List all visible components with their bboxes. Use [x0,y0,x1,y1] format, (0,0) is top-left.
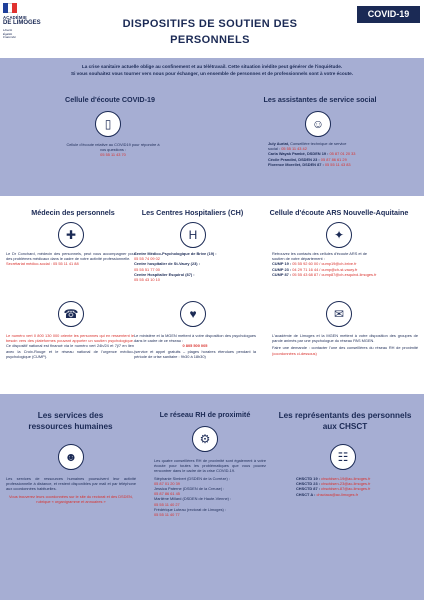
ars-text-1: Retrouvez les contacts des cellules d'écoute ARS et de [272,251,368,256]
chsct-heading [272,410,418,432]
academie-logo [3,3,63,40]
cellule-covid-text-2: vos questions : [100,147,126,153]
reseau-heading: Le réseau RH de proximité [159,410,251,419]
chscta-label: CHSCT A : [296,491,316,497]
section-2 [0,196,424,394]
assistante-2-phone[interactable]: 05 87 01 20 33 [329,151,356,157]
reseau-phone-2[interactable]: 05 87 86 61 45 [154,491,180,497]
assistante-1-role-2: social : [268,146,281,152]
medecin-text [6,251,136,267]
ch-brive-label: Centre Médico-Psychologique de Brive (19) : [134,251,217,256]
ministere-desc-2: (service et appel gratuits – plages horaires étendues pendant la période de crise sanitaire : 9h30 à 18h30) [134,348,256,359]
assistante-1-role: Conseillère technique de service [290,141,347,146]
cump19-contact[interactable]: 05 55 92 60 00 / cump19@ch-brive.fr [292,261,357,267]
reseau-phone-3[interactable]: 05 55 11 40 27 [154,501,180,507]
assistante-1-phone[interactable]: 05 55 11 43 42 [281,146,307,152]
rh-desc: Les services de ressources humaines poursuivent leur activité professionnelle à distance, et restent disponibles par mail et par téléphone aux coordonnées habituelles. [6,476,136,492]
assistante-4-phone[interactable]: 05 55 11 43 83 [324,161,351,167]
reseau-desc: Les quatre conseillères RH de proximité sont également à votre écoute pour toutes les problématiques que vous pouvez rencontrer dans le cadre de la crise COVID-19. [154,458,266,474]
assistantes-heading: Les assistantes de service social [263,95,377,104]
mgen-desc-2: Faire une demande : contacter l'une des conseillères du réseau RH de proximité [272,345,418,351]
numero-vert-red: Le numéro vert 0 800 130 000 oriente les personnes qui en ressentent le besoin vers des plateformes pouvant apporter un soutien psychologique. [6,333,134,344]
rh-coordonnees[interactable]: Vous trouverez leurs coordonnées sur le site du rectorat et des DSDEN, rubrique « organigramme et annuaires » [9,493,133,504]
cellule-covid-text-1: Cellule d'écoute relative au COVID19 pour répondre à [66,142,160,147]
ch-heading: Les Centres Hospitaliers (CH) [141,208,244,217]
cellule-covid-text [38,142,188,158]
assistante-3-phone[interactable]: 05 87 86 61 29 [320,156,347,162]
cump23-label: CUMP 23 : [272,266,292,272]
ars-icon: ✦ [326,222,352,248]
section-1 [0,85,424,192]
chsct87-email[interactable]: chsctdsen-87@ac-limoges.fr [321,486,371,492]
ch-text [134,251,264,282]
assistante-2-name: Carla Wayak Pambé, DSDEN 19 : [268,151,329,157]
medecin-secretariat-label: Secrétariat médico-social : [6,261,52,267]
cellule-covid-heading: Cellule d'écoute COVID-19 [65,95,155,104]
cump23-contact[interactable]: 04 29 71 16 44 / cump@ch-st-vaury.fr [292,266,358,272]
phone-icon: ☎ [58,301,84,327]
medecin-secretariat-phone[interactable]: 05 55 11 41 88 [52,261,79,267]
ministere-desc: Le ministère et la MGEN mettent à votre disposition des psychologues dans le cadre de ce réseau : [134,333,256,344]
chsct19-label: CHSCTD 19 : [296,476,320,481]
rh-text [6,476,136,504]
hospital-icon: H [180,222,206,248]
ministere-phone[interactable]: 0 805 500 005 [182,343,208,349]
section-3 [0,396,424,600]
chsct-heading-1: Les représentants des personnels [278,411,412,420]
chsct87-label: CHSCTD 87 : [296,486,320,492]
medecin-heading: Médecin des personnels [31,208,115,217]
ch-esquirol-label: Centre Hospitalier Esquirol (87) : [134,271,195,277]
assistante-1-name: July Auriat, [268,141,290,146]
ars-text-2: soutien de votre département : [272,256,325,262]
reseau-person-1: Stéphanie Simbert (DSDEN de la Corrèze) : [154,475,230,481]
chsct23-label: CHSCTD 23 : [296,481,320,487]
intro-line1: La crise sanitaire actuelle oblige au confinement et au télétravail. Cette situation inédite peut générer de l'inquiétude. [81,64,343,69]
chsct-text [296,476,420,497]
chscta-email[interactable]: chsctaca@ac-limoges.fr [316,491,359,497]
people-icon: ☻ [58,444,84,470]
smartphone-icon: ▯ [95,111,121,137]
chsct19-email[interactable]: chsctdsen-19@ac-limoges.fr [321,476,371,481]
logo-line2: DE LIMOGES [3,20,41,26]
meeting-icon: ☷ [330,444,356,470]
intro-line2: Si vous souhaitez vous tourner vers nous pour échanger, un ensemble de personnes et de professionnels sont à votre écoute. [70,71,354,77]
mgen-coordonnees[interactable]: (coordonnées ci-dessous) [272,350,317,356]
reseau-person-3: Marilène Millard (DSDEN de Haute-Vienne) : [154,496,232,502]
page-title [110,16,310,48]
mgen-text [272,333,418,356]
title-line2: PERSONNELS [170,34,250,46]
doctor-icon: ✚ [58,222,84,248]
logo-motto-3: Fraternité [3,35,16,40]
reseau-person-4: Frédérique Luteau (rectorat de Limoges) : [154,506,227,512]
reseau-person-2: Jessica Paterne (DSDEN de la Creuse) : [154,486,225,492]
header [0,0,424,58]
medecin-description: Le Dr Conchard, médecin des personnels, peut vous accompagner pour des problèmes médicaux dans le cadre de votre activité professionnelle. [6,251,136,262]
reseau-text [154,458,266,517]
rh-heading-1: Les services des [37,411,104,420]
ars-text [272,251,422,277]
ch-brive-phone[interactable]: 05 55 74 09 02 [134,256,160,262]
logo-line1: ACADÉMIE [3,15,27,20]
ch-vaury-label: Centre hospitalier de St-Vaury (23) : [134,261,200,267]
cump87-label: CUMP 87 : [272,271,292,277]
speech-bubble-icon: ✉ [326,301,352,327]
ch-vaury-phone[interactable]: 05 55 51 77 00 [134,266,160,272]
numero-vert-desc: Ce dispositif national est financé via le numéro vert 24h/24 et 7j/7 en lien avec la Croix-Rouge et le réseau national de l'urgence médico-psychologique (CUMP). [6,343,134,359]
network-icon: ⚙ [192,426,218,452]
logo-motto-1: Liberté [3,28,13,32]
consultation-icon: ☺ [305,111,331,137]
cellule-covid-phone[interactable]: 05 55 11 43 70 [100,152,126,158]
chsct23-email[interactable]: chsctdsen-23@ac-limoges.fr [321,481,371,487]
chsct-heading-2: aux CHSCT [322,422,368,431]
reseau-phone-1[interactable]: 05 87 01 20 39 [154,480,180,486]
title-line1: DISPOSITIFS DE SOUTIEN DES [122,18,298,30]
numero-vert-text [6,333,134,359]
assistante-4-name: Florence Morellet, DSDEN 87 : [268,161,324,167]
reseau-phone-4[interactable]: 05 55 11 40 77 [154,512,180,518]
cump19-label: CUMP 19 : [272,261,292,267]
ars-heading: Cellule d'écoute ARS Nouvelle-Aquitaine [269,208,409,217]
french-flag-icon [3,3,17,13]
assistantes-text [268,141,418,167]
ministere-text [134,333,256,359]
support-icon: ♥ [180,301,206,327]
covid-badge: COVID-19 [357,6,420,23]
rh-heading [8,410,133,432]
logo-motto-2: Égalité [3,31,13,36]
intro-text [8,63,416,78]
rh-heading-2: ressources humaines [28,422,113,431]
assistante-3-name: Cécile Prandini, DSDEN 23 : [268,156,320,162]
ch-esquirol-phone[interactable]: 05 55 43 10 10 [134,277,160,283]
mgen-desc: L'académie de Limoges et la MGEN mettent à votre disposition des groupes de parole animés par une psychologue du réseau PAS MGEN. [272,333,418,344]
cump87-contact[interactable]: 05 55 43 68 87 / cump87@ch-esquirol-limoges.fr [292,271,377,277]
